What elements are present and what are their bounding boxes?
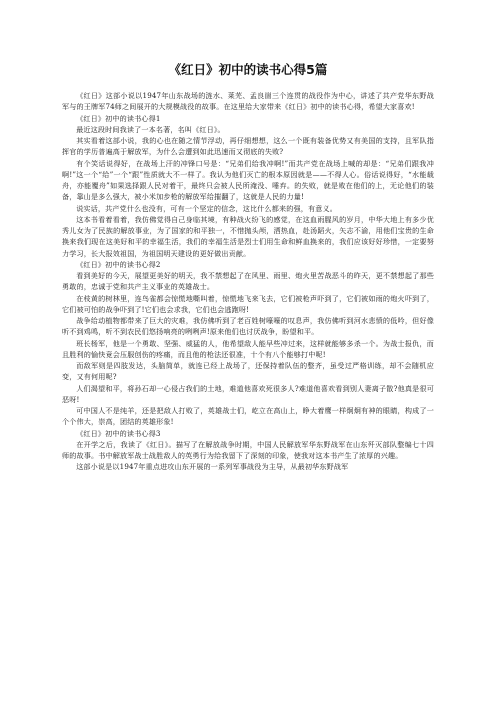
- paragraph: 人们渴望和平，将孙石却一心侵占我们的土地，难道他喜欢死很多人?难道他喜欢看到别人妻离子散?他真是很可恶呀!: [62, 383, 434, 404]
- section-heading-3: 《红日》初中的读书心得3: [76, 428, 161, 438]
- paragraph: 说实话，共产党什么也没有，可有一个坚定的信念，这比什么都来的强，有意义。: [76, 203, 337, 213]
- paragraph: 这部小说是以1947年重点进攻山东开展的一系列军事战役为主导，从最初华东野战军: [76, 462, 349, 472]
- paragraph: 在开学之后，我读了《红日》。描写了在解放战争时期，中国人民解放军华东野战军在山东歼灭部队整编七十四师的故事。书中解放军战士战胜敌人的英勇行为给我留下了深刻的印象，使我对这本书产生了浓厚的兴趣。: [62, 439, 434, 460]
- paragraph: 在枝黄的树林里，连鸟雀都会惊慌地嘶叫着，惊慌地飞来飞去，它们被枪声吓到了，它们被如雨的炮火吓到了，它们被可怕的战争吓到了!它们也会求我，它们也会逃跑呀!: [62, 293, 434, 314]
- section-heading-2: 《红日》初中的读书心得2: [76, 259, 161, 269]
- document-title: 《红日》初中的读书心得5篇: [168, 62, 328, 77]
- paragraph: 而敌军则是四肢发达，头脑简单，就连已经上战场了，还保持着队伍的整齐，虽受过严格训练，却不会随机应变，又有何用呢?: [62, 361, 434, 382]
- section-heading-1: 《红日》初中的读书心得1: [76, 113, 161, 123]
- paragraph: 班长杨军，他是一个勇敢、坚强、威猛的人，他希望敌人能早些冲过来，这样就能够多杀一个。为战士报仇，而且胜利的愉快竟会压服创伤的疼痛，而且他的枪法还很准，十个有八个能够打中呢!: [62, 338, 434, 359]
- paragraph: 有个笑话说得好，在战场上汗的冲锋口号是：“兄弟们给我冲啊!”而共产党在战场上喊的却是：“兄弟们跟我冲啊!”这一个“给”一个“跟”性质就大不一样了。我认为他们灭亡的根本原因就是——不得人心。俗话说得好，“水能载舟，亦能覆舟”如果选择跟人民对着干，最终只会被人民所淹没、唾弃。的失败，就是败在他们的上，无论他们的装备，靠山是多么强大，被小米加步枪的解放军给摧翻了，这就是人民的力量!: [62, 158, 434, 202]
- paragraph: 《红日》这部小说以1947年山东战场的涟水、莱芜、孟良崮三个连贯的战役作为中心，讲述了共产党华东野战军与的王牌军74师之间展开的大规模战役的故事。在这里给大家带来《红日》初中的读书心得，希望大家喜欢!: [62, 91, 434, 112]
- paragraph: 可中国人不是纯羊，还是把敌人打败了，英雄战士们，屹立在高山上，睁大着鹰一样炯炯有神的眼睛，构成了一个个伟大，崇高，团结的英雄形象!: [62, 406, 434, 427]
- paragraph: 看到美好的今天，展望更美好的明天，我不禁想起了在风里、雨里、炮火里苦战恶斗的昨天，更不禁想起了那些勇敢的，忠诚于党和共产主义事业的英雄战士。: [62, 271, 434, 292]
- paragraph: 最近这段时间我读了一本名著，名叫《红日》。: [76, 124, 225, 134]
- document-body: [62, 90, 434, 473]
- paragraph: 这本书看着看着，我仿佛觉得自己身临其境，有种战火纷飞的感觉，在这血雨腥风的岁月，中华大地上有多少优秀儿女为了民族的解放事业，为了国家的和平独一，不惜抛头颅，洒热血，赴汤蹈火，矢志不渝，用他们宝贵的生命换来我们现在这美好和平的幸福生活，我们的幸福生活是烈士们用生命和鲜血换来的，我们应该好好珍惜，一定要努力学习，长大报效祖国，为祖国明天建设的更好做出贡献。: [62, 214, 434, 258]
- paragraph: 其实看着这部小说，我的心也在随之情节浮动，再仔细想想，这么一个既有装备优势又有美国的支持，且军队指挥官的学历普遍高于解放军，为什么会遭到如此迅速而又彻底的失败?: [62, 136, 434, 157]
- paragraph: 战争给动植物都带来了巨大的灾难，我仿佛听到了老百姓树嚎嚎的叹息声，我仿佛听到河水悲愤的低吟，但好像听不到鸡鸣，听不到农民们悠扬响亮的咧咧声!原来他们也讨厌战争，盼望和平。: [62, 316, 434, 337]
